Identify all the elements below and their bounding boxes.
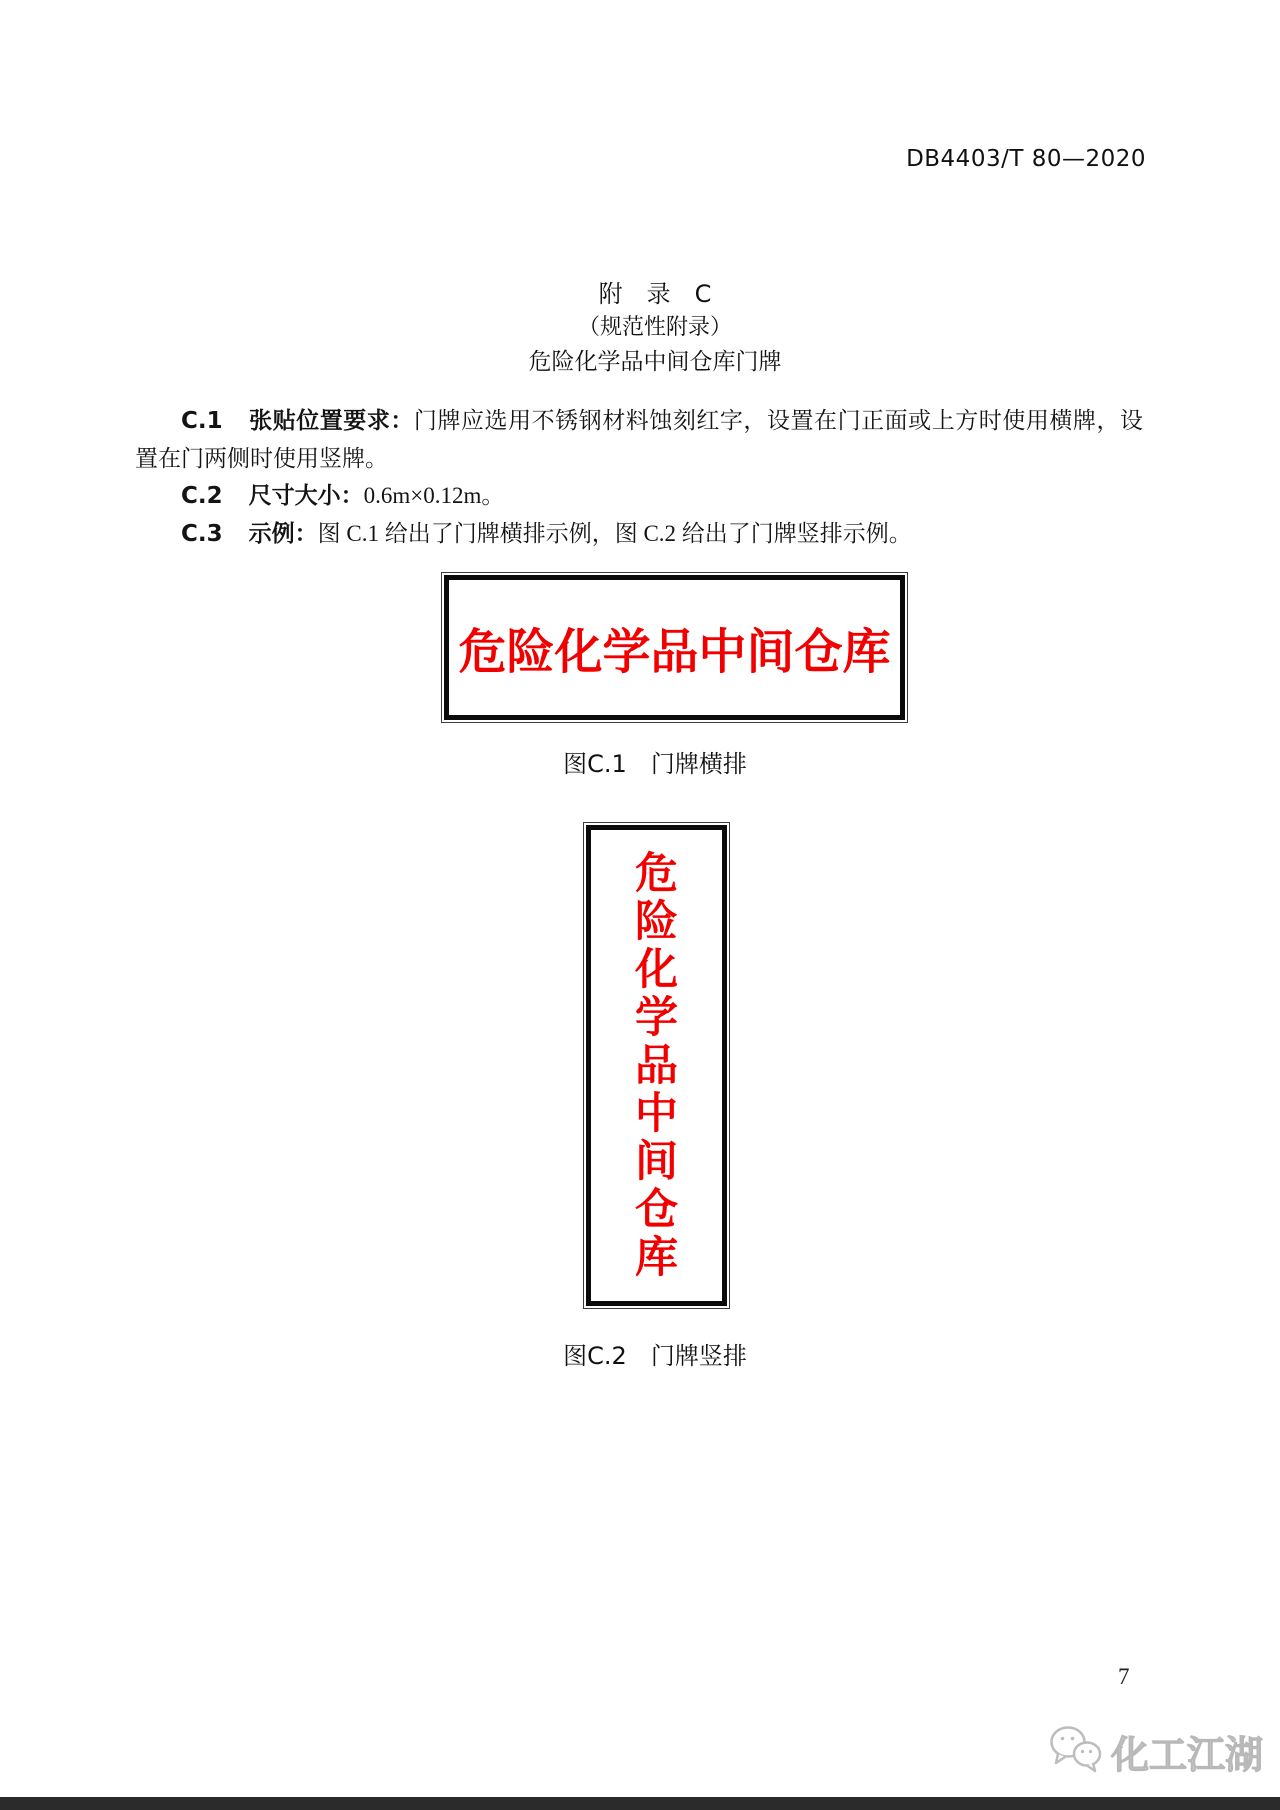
clause-c3-number: C.3 bbox=[181, 521, 223, 547]
clauses-block bbox=[135, 402, 1143, 553]
clause-c1 bbox=[135, 402, 1143, 477]
watermark bbox=[1046, 1722, 1263, 1780]
door-sign-horizontal bbox=[441, 572, 908, 723]
clause-c2-number: C.2 bbox=[181, 483, 223, 509]
door-sign-vertical-inner-frame bbox=[586, 825, 727, 1306]
figure-c2-caption: 图C.2 门牌竖排 bbox=[563, 1342, 747, 1370]
door-sign-horizontal-inner-frame bbox=[444, 575, 905, 720]
doc-code: DB4403/T 80—2020 bbox=[906, 146, 1146, 172]
clause-c3-label: 示例： bbox=[248, 521, 318, 547]
clause-c2-text: 0.6m×0.12m。 bbox=[363, 483, 505, 508]
wechat-chat-bubbles-icon bbox=[1046, 1723, 1104, 1780]
figure-c1-caption: 图C.1 门牌横排 bbox=[563, 750, 747, 778]
page-number: 7 bbox=[1118, 1664, 1130, 1689]
appendix-heading: 附 录 C bbox=[598, 280, 712, 308]
clause-c1-label: 张贴位置要求： bbox=[248, 408, 414, 434]
appendix-subheading: （规范性附录） bbox=[577, 315, 732, 340]
door-sign-vertical bbox=[583, 822, 730, 1309]
clause-c3 bbox=[135, 515, 1143, 553]
clause-c2-label: 尺寸大小： bbox=[248, 483, 364, 509]
clause-c1-number: C.1 bbox=[181, 408, 223, 434]
clause-c1-text: 门牌应选用不锈钢材料蚀刻红字，设置在门正面或上方时使用横牌，设置在门两侧时使用竖牌。 bbox=[135, 408, 1144, 471]
door-sign-vertical-text: 危 险 化 学 品 中 间 仓 库 bbox=[635, 848, 678, 1283]
watermark-label: 化工江湖 bbox=[1111, 1732, 1264, 1777]
appendix-title: 危险化学品中间仓库门牌 bbox=[528, 349, 782, 375]
clause-c3-text: 图 C.1 给出了门牌横排示例，图 C.2 给出了门牌竖排示例。 bbox=[317, 521, 912, 546]
clause-c2 bbox=[135, 477, 1143, 515]
page-bottom-edge bbox=[0, 1797, 1280, 1810]
door-sign-horizontal-text: 危险化学品中间仓库 bbox=[458, 624, 891, 680]
